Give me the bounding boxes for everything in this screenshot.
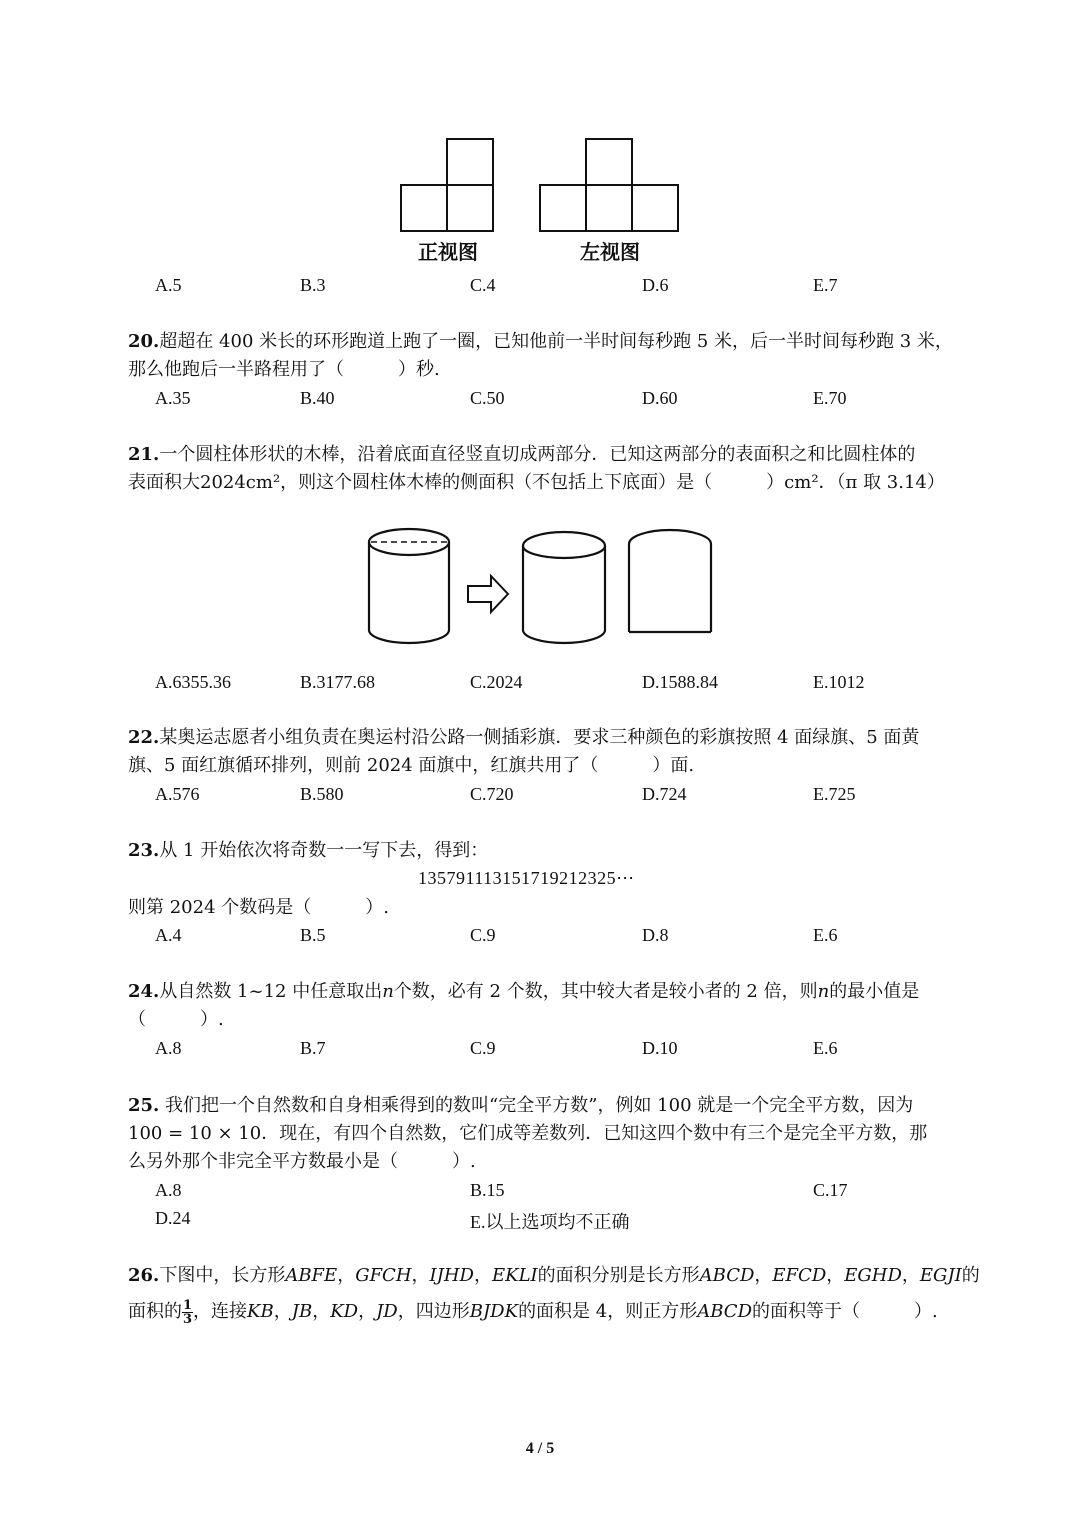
q19-option-c[interactable]: C.4	[470, 275, 496, 295]
q26-rect-ijhd: IJHD	[429, 1265, 474, 1286]
q25-option-d[interactable]: D.24	[155, 1208, 191, 1228]
q26-rect-efcd: EFCD	[772, 1265, 827, 1286]
q24-option-b[interactable]: B.7	[300, 1038, 326, 1058]
left-view-bottom-right-square	[631, 184, 679, 232]
q23-text-line1: 从 1 开始依次将奇数一一写下去，得到：	[159, 840, 489, 861]
q25-option-e[interactable]: E.以上选项均不正确	[470, 1212, 630, 1232]
q26-sep: ，	[312, 1301, 331, 1322]
q26-sep: ，	[901, 1265, 920, 1286]
q26-frac-num: 1	[183, 1297, 193, 1313]
q26-text-d: 面积的	[128, 1301, 182, 1322]
q24-var-n: n	[382, 981, 394, 1002]
q24-number: 24.	[128, 981, 160, 1002]
q26-text-h: 的面积等于（ ）.	[752, 1301, 938, 1322]
q20-text-line2: 那么他跑后一半路程用了（ ）秒.	[128, 359, 440, 380]
q26-sep: ，	[273, 1301, 292, 1322]
q21-cylinder-figure	[355, 520, 725, 660]
right-arrow-icon	[468, 576, 508, 612]
q26-text-e: ，连接	[193, 1301, 248, 1322]
q21-option-a[interactable]: A.6355.36	[155, 672, 231, 692]
q24-text-c: 的最小值是	[829, 981, 920, 1002]
q25-text-line1: 我们把一个自然数和自身相乘得到的数叫“完全平方数”，例如 100 就是一个完全平方数，因为	[159, 1095, 914, 1116]
half-cylinder-flat-face	[629, 530, 711, 632]
q26-rect-gfch: GFCH	[355, 1265, 412, 1286]
q24-option-c[interactable]: C.9	[470, 1038, 496, 1058]
q24-option-e[interactable]: E.6	[813, 1038, 838, 1058]
q26-sep: ，	[754, 1265, 773, 1286]
q23-option-a[interactable]: A.4	[155, 925, 182, 945]
q26-rect-eghd: EGHD	[844, 1265, 902, 1286]
page-number: 4 / 5	[525, 1440, 555, 1457]
q22-option-a[interactable]: A.576	[155, 784, 200, 804]
q26-seg-jb: JB	[291, 1301, 313, 1322]
front-view-bottom-right-square	[446, 184, 494, 232]
q26-rect-abfe: ABFE	[285, 1265, 338, 1286]
q24-text-b: 个数，必有 2 个数，其中较大者是较小者的 2 倍，则	[393, 981, 818, 1002]
q25-option-c[interactable]: C.17	[813, 1180, 848, 1200]
q19-option-e[interactable]: E.7	[813, 275, 838, 295]
q21-option-c[interactable]: C.2024	[470, 672, 523, 692]
q26-seg-kd: KD	[330, 1301, 359, 1322]
q23-odd-sequence: 135791113151719212325⋯	[418, 868, 635, 888]
q24-option-a[interactable]: A.8	[155, 1038, 182, 1058]
front-view-bottom-left-square	[400, 184, 448, 232]
q22-text-line2: 旗、5 面红旗循环排列，则前 2024 面旗中，红旗共用了（ ）面.	[128, 755, 695, 776]
question-21	[128, 441, 958, 497]
q22-number: 22.	[128, 727, 160, 748]
q26-sep: ，	[358, 1301, 377, 1322]
q26-quad-bjdk: BJDK	[469, 1301, 519, 1322]
q20-option-d[interactable]: D.60	[642, 388, 678, 408]
q19-option-b[interactable]: B.3	[300, 275, 326, 295]
q23-option-b[interactable]: B.5	[300, 925, 326, 945]
half-cylinder	[523, 532, 605, 643]
q21-text-line1: 一个圆柱体形状的木棒，沿着底面直径竖直切成两部分．已知这两部分的表面积之和比圆柱体的	[159, 444, 916, 465]
q21-option-b[interactable]: B.3177.68	[300, 672, 376, 692]
q20-option-b[interactable]: B.40	[300, 388, 335, 408]
q26-text-g: 的面积是 4，则正方形	[518, 1301, 698, 1322]
q20-text-line1: 超超在 400 米长的环形跑道上跑了一圈，已知他前一半时间每秒跑 5 米，后一半时间每秒跑 3 米，	[159, 331, 953, 352]
question-26	[128, 1262, 980, 1327]
q24-text-a: 从自然数 1~12 中任意取出	[159, 981, 383, 1002]
q26-sep: ，	[337, 1265, 356, 1286]
left-view-top-square	[585, 138, 633, 186]
whole-cylinder	[369, 529, 449, 643]
q24-option-d[interactable]: D.10	[642, 1038, 678, 1058]
question-24	[128, 978, 958, 1034]
q26-sep: ，	[411, 1265, 430, 1286]
question-22	[128, 724, 958, 780]
q23-option-d[interactable]: D.8	[642, 925, 669, 945]
q26-text-c: 的	[961, 1265, 980, 1286]
q25-option-a[interactable]: A.8	[155, 1180, 182, 1200]
q25-option-b[interactable]: B.15	[470, 1180, 505, 1200]
q26-text-b: 的面积分别是长方形	[537, 1265, 700, 1286]
q25-text-line2: 100 = 10 × 10．现在，有四个自然数，它们成等差数列．已知这四个数中有三个是完全平方数，那	[128, 1123, 928, 1144]
q25-text-line3: 么另外那个非完全平方数最小是（ ）.	[128, 1151, 476, 1172]
q26-sep: ，	[474, 1265, 492, 1286]
q21-option-d[interactable]: D.1588.84	[642, 672, 718, 692]
front-view-top-square	[446, 138, 494, 186]
q22-text-line1: 某奥运志愿者小组负责在奥运村沿公路一侧插彩旗．要求三种颜色的彩旗按照 4 面绿旗、5 面黄	[159, 727, 920, 748]
q19-option-a[interactable]: A.5	[155, 275, 182, 295]
q26-rect-ekli: EKLI	[492, 1265, 538, 1286]
question-20	[128, 328, 958, 384]
q22-option-b[interactable]: B.580	[300, 784, 344, 804]
q26-rect-egji: EGJI	[919, 1265, 962, 1286]
q26-frac-den: 3	[183, 1311, 193, 1327]
q20-option-c[interactable]: C.50	[470, 388, 505, 408]
left-view-bottom-left-square	[539, 184, 587, 232]
q19-option-d[interactable]: D.6	[642, 275, 669, 295]
q21-option-e[interactable]: E.1012	[813, 672, 865, 692]
q22-option-e[interactable]: E.725	[813, 784, 856, 804]
q23-option-c[interactable]: C.9	[470, 925, 496, 945]
question-25	[128, 1092, 958, 1176]
q21-text-line2: 表面积大2024cm²，则这个圆柱体木棒的侧面积（不包括上下底面）是（ ）cm²．（π 取 3.14）	[128, 472, 945, 493]
q26-sep: ，	[826, 1265, 845, 1286]
q20-option-a[interactable]: A.35	[155, 388, 191, 408]
q26-number: 26.	[128, 1265, 160, 1286]
q22-option-d[interactable]: D.724	[642, 784, 687, 804]
q26-seg-jd: JD	[376, 1301, 398, 1322]
left-view-bottom-mid-square	[585, 184, 633, 232]
q24-var-n-2: n	[817, 981, 830, 1002]
q22-option-c[interactable]: C.720	[470, 784, 514, 804]
q26-rect-abcd: ABCD	[699, 1265, 755, 1286]
q26-square-abcd: ABCD	[697, 1301, 753, 1322]
left-view-label: 左视图	[580, 240, 640, 264]
q23-option-e[interactable]: E.6	[813, 925, 838, 945]
q26-text-f: ，四边形	[397, 1301, 470, 1322]
q26-text-a: 下图中，长方形	[159, 1265, 286, 1286]
q23-text-line2: 则第 2024 个数码是（ ）.	[128, 897, 389, 918]
q20-option-e[interactable]: E.70	[813, 388, 847, 408]
q25-number: 25.	[128, 1095, 160, 1116]
question-23	[128, 837, 958, 865]
q26-fraction	[182, 1299, 193, 1326]
q21-number: 21.	[128, 444, 160, 465]
q24-text-line2: （ ）.	[128, 1009, 224, 1030]
q23-number: 23.	[128, 840, 160, 861]
front-view-label: 正视图	[418, 240, 478, 264]
q20-number: 20.	[128, 331, 160, 352]
q26-seg-kb: KB	[247, 1301, 274, 1322]
